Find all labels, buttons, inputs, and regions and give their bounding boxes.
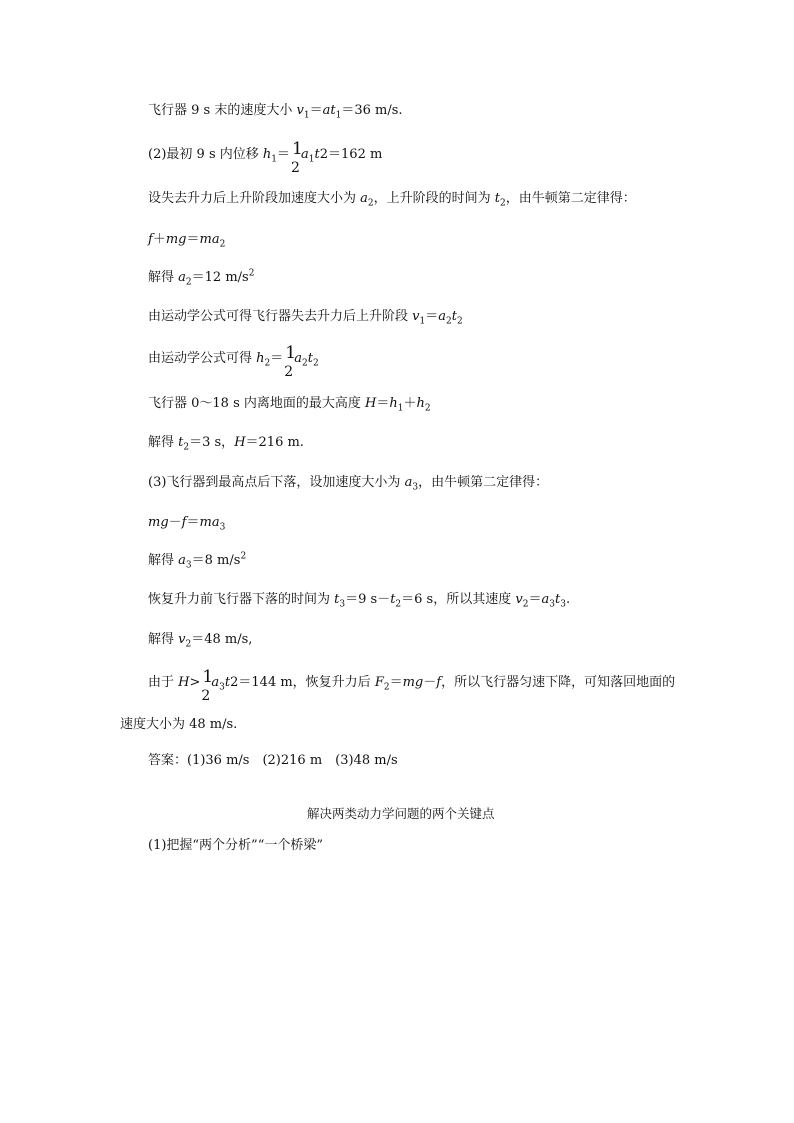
fraction-one-half: 1 2 <box>284 343 297 380</box>
solution-line-7: 由运动学公式可得 $h_2=$ 1 2 $a_2t_2$ <box>148 343 319 380</box>
section-subtitle: (1)把握“两个分析”“一个桥梁” <box>148 838 323 853</box>
solution-line-10: (3)飞行器到最高点后下落，设加速度大小为 $a_3$，由牛顿第二定律得： <box>148 475 549 493</box>
solution-line-14: 解得 $v_2=48$ m/s, <box>148 632 253 650</box>
solution-line-16: 速度大小为 48 m/s. <box>120 717 238 732</box>
fraction-one-half: 1 2 <box>291 139 303 176</box>
solution-line-12: 解得 $a_3=8$ $m/s^2$ <box>148 551 247 571</box>
solution-line-2: (2)最初 9 s 内位移 $h_1=$ 1 2 $a_1t2=162$ m <box>148 139 383 176</box>
solution-line-4: $f+mg=ma_2$ <box>148 232 226 250</box>
solution-line-15: 由于 H> 1 2 $a_3t2=144$ m，恢复升力后 $F_2=mg-f$，所以飞行器匀速下降，可知落回地面的 <box>148 667 676 704</box>
solution-line-3: 设失去升力后上升阶段加速度大小为 $a_2$，上升阶段的时间为 $t_2$，由牛顿第二定律得： <box>148 191 636 209</box>
solution-line-13: 恢复升力前飞行器下落的时间为 $t_3=9$ $s-t_2=6$ s，所以其速度 $v_2=a_3t_3$. <box>148 592 571 610</box>
solution-line-6: 由运动学公式可得飞行器失去升力后上升阶段 $v_1=a_2t_2$ <box>148 309 463 327</box>
fraction-one-half: 1 2 <box>201 667 214 704</box>
solution-line-1: 飞行器 9 s 末的速度大小 $v_1=at_1=36$ m/s. <box>148 103 403 121</box>
solution-line-5: 解得 $a_2=12$ $m/s^2$ <box>148 268 255 288</box>
solution-line-8: 飞行器 0～18 s 内离地面的最大高度 $H=h_1+h_2$ <box>148 396 431 414</box>
section-title: 解决两类动力学问题的两个关键点 <box>307 806 495 821</box>
solution-line-9: 解得 $t_2=3$ s，H＝216 m. <box>148 435 304 453</box>
solution-line-11: $mg-f=ma_3$ <box>148 515 226 533</box>
answer-line: 答案：(1)36 m/s (2)216 m (3)48 m/s <box>148 753 398 768</box>
